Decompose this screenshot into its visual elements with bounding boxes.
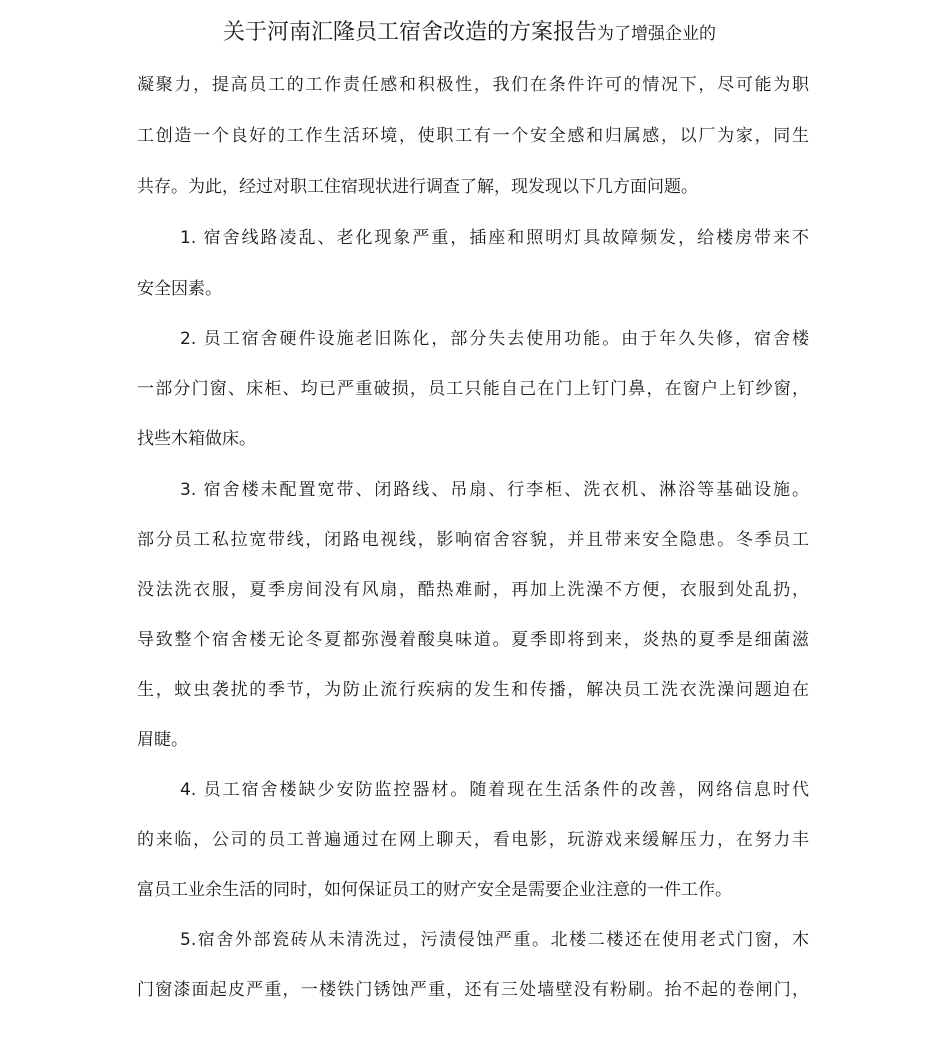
body-line: 共存。为此，经过对职工住宿现状进行调查了解，现发现以下几方面问题。 [137,177,698,197]
body-line: 一部分门窗、床柜、均已严重破损，员工只能自己在门上钉门鼻，在窗户上钉纱窗， [137,379,809,399]
list-item-5-line: 5.宿舍外部瓷砖从未清洗过，污渍侵蚀严重。北楼二楼还在使用老式门窗，木 [180,930,809,950]
body-line: 部分员工私拉宽带线，闭路电视线，影响宿舍容貌，并且带来安全隐患。冬季员工 [137,530,809,550]
body-line: 导致整个宿舍楼无论冬夏都弥漫着酸臭味道。夏季即将到来，炎热的夏季是细菌滋 [137,630,809,650]
body-line: 生，蚊虫袭扰的季节，为防止流行疾病的发生和传播，解决员工洗衣洗澡问题迫在 [137,680,809,700]
list-item-2-line: 2. 员工宿舍硬件设施老旧陈化，部分失去使用功能。由于年久失修，宿舍楼 [180,329,809,349]
list-item-1-line: 1. 宿舍线路凌乱、老化现象严重，插座和照明灯具故障频发，给楼房带来不 [180,228,809,248]
body-line: 富员工业余生活的同时，如何保证员工的财产安全是需要企业注意的一件工作。 [137,880,732,900]
title-line [223,16,809,50]
body-line: 的来临，公司的员工普遍通过在网上聊天，看电影，玩游戏来缓解压力，在努力丰 [137,830,809,850]
list-item-3-line: 3. 宿舍楼未配置宽带、闭路线、吊扇、行李柜、洗衣机、淋浴等基础设施。 [180,480,809,500]
body-line: 门窗漆面起皮严重，一楼铁门锈蚀严重，还有三处墙壁没有粉刷。抬不起的卷闸门， [137,980,809,1000]
document-title: 关于河南汇隆员工宿舍改造的方案报告 [223,20,598,45]
body-line: 凝聚力，提高员工的工作责任感和积极性，我们在条件许可的情况下，尽可能为职 [137,75,809,95]
body-line: 找些木箱做床。 [137,429,256,449]
body-line: 眉睫。 [137,730,188,750]
list-item-4-line: 4. 员工宿舍楼缺少安防监控器材。随着现在生活条件的改善，网络信息时代 [180,780,809,800]
title-tail-text: 为了增强企业的 [597,24,717,44]
body-line: 安全因素。 [137,279,222,299]
body-line: 没法洗衣服，夏季房间没有风扇，酷热难耐，再加上洗澡不方便，衣服到处乱扔， [137,580,809,600]
body-line: 工创造一个良好的工作生活环境，使职工有一个安全感和归属感，以厂为家，同生 [137,126,809,146]
